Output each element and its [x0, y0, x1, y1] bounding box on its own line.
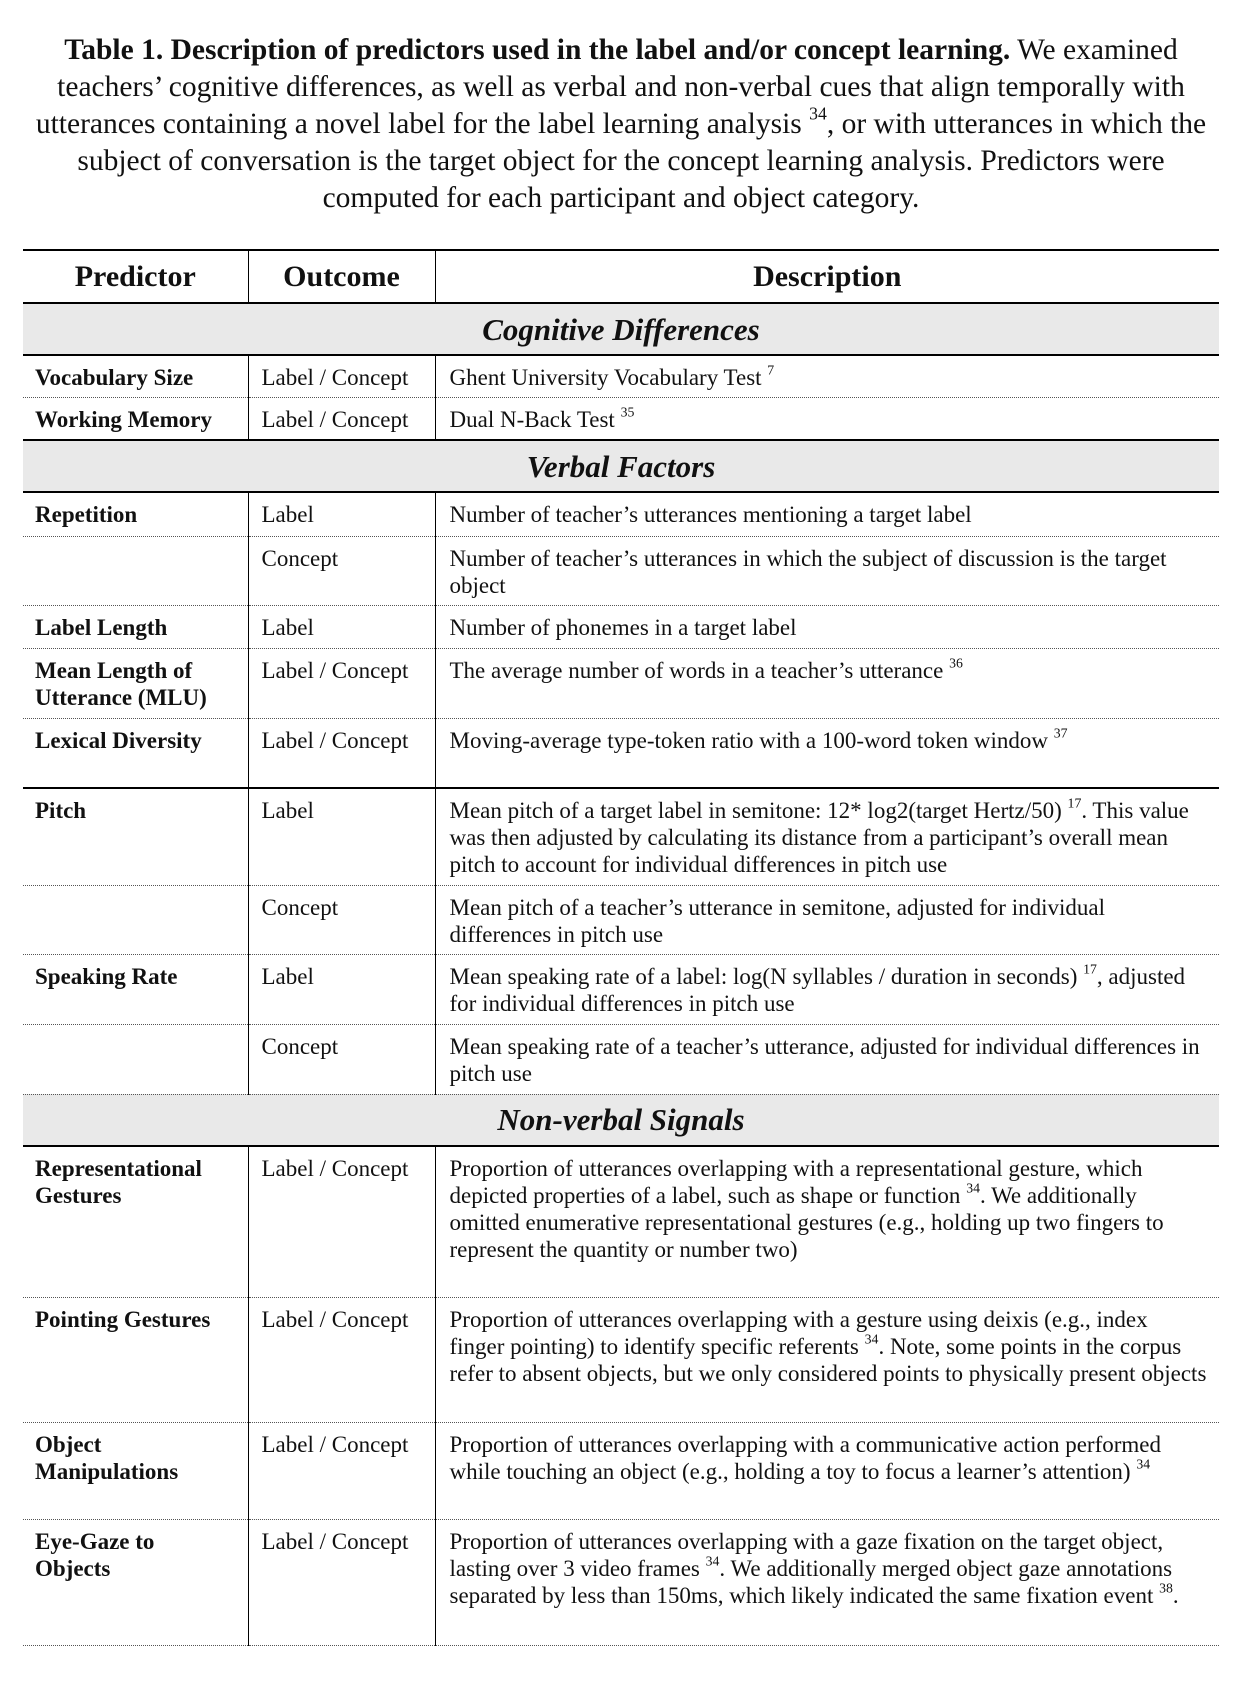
predictors-table: [23, 249, 1219, 1646]
reference: 36: [949, 655, 963, 671]
description-cell: [435, 1298, 1219, 1423]
description-cell: [435, 1520, 1219, 1646]
description-text: Proportion of utterances overlapping with a gesture using deixis (e.g., index finger pointing) to identify specific referents: [449, 1307, 1148, 1359]
description-text-end: .: [1172, 1583, 1179, 1608]
description-text: Proportion of utterances overlapping with a communicative action performed while touching an object (e.g., holding a toy to focus a learner’s attention): [449, 1432, 1161, 1484]
predictor-cell: Vocabulary Size: [23, 355, 248, 398]
table-caption: [30, 32, 1212, 217]
description-text: Proportion of utterances overlapping with a representational gesture, which depicted properties of a label, such as shape or function: [449, 1155, 1143, 1208]
outcome-cell: Label: [248, 605, 435, 648]
reference: 38: [1159, 1580, 1173, 1596]
table-row: [23, 492, 1219, 536]
predictor-cell: Working Memory: [23, 398, 248, 441]
predictor-cell: Label Length: [23, 605, 248, 648]
description-text: Mean pitch of a teacher’s utterance in semitone, adjusted for individual differences in pitch use: [449, 894, 1105, 947]
outcome-cell: Concept: [248, 536, 435, 605]
outcome-cell: Label / Concept: [248, 1520, 435, 1646]
description-text: Number of phonemes in a target label: [449, 614, 797, 640]
table-row: [23, 1146, 1219, 1298]
outcome-cell: Concept: [248, 1024, 435, 1094]
reference: 17: [1083, 961, 1097, 977]
table-row: [23, 648, 1219, 718]
reference: 17: [1067, 795, 1082, 811]
predictor-cell: Pointing Gestures: [23, 1298, 248, 1423]
description-cell: [435, 885, 1219, 954]
reference: 34: [705, 1553, 720, 1569]
description-cell: [435, 355, 1219, 398]
caption-text-end: , or with utterances in which the subject of conversation is the target object for the concept learning analysis. Predictors were computed for each participant and object category.: [77, 108, 1207, 214]
description-text: Mean speaking rate of a teacher’s utterance, adjusted for individual differences in pitch use: [449, 1033, 1200, 1086]
section-row-cognitive: [23, 303, 1219, 355]
description-text-tail: . Note, some points in the corpus refer to absent objects, but we only considered points to physically present objects: [449, 1334, 1207, 1386]
predictor-cell: [23, 1024, 248, 1094]
reference: 34: [864, 1331, 879, 1347]
description-text-tail: , adjusted for individual differences in pitch use: [449, 963, 1186, 1016]
section-row-nonverbal: [23, 1094, 1219, 1146]
description-cell: [435, 1024, 1219, 1094]
description-text: Number of teacher’s utterances in which the subject of discussion is the target object: [449, 545, 1167, 598]
description-text-tail: . We additionally omitted enumerative representational gestures (e.g., holding up two fingers to represent the quantity or number two): [449, 1182, 1164, 1262]
table-row: [23, 788, 1219, 885]
description-text-tail: . This value was then adjusted by calculating its distance from a participant’s overall mean pitch to account for individual differences in pitch use: [449, 798, 1189, 877]
table-row: [23, 1024, 1219, 1094]
outcome-cell: Label / Concept: [248, 1146, 435, 1298]
description-cell: [435, 605, 1219, 648]
predictor-cell: Repetition: [23, 492, 248, 536]
predictor-cell: [23, 885, 248, 954]
table-row: [23, 885, 1219, 954]
predictor-cell: Representational Gestures: [23, 1146, 248, 1298]
description-cell: [435, 1146, 1219, 1298]
predictor-cell: Speaking Rate: [23, 954, 248, 1024]
table-row: [23, 1423, 1219, 1520]
description-text: Mean pitch of a target label in semitone: 12* log2(target Hertz/50): [449, 798, 1068, 823]
description-cell: [435, 1423, 1219, 1520]
table-row: [23, 718, 1219, 788]
outcome-cell: Label / Concept: [248, 1298, 435, 1423]
description-cell: [435, 788, 1219, 885]
section-row-verbal: [23, 440, 1219, 492]
table-row: [23, 605, 1219, 648]
header-predictor: Predictor: [23, 250, 248, 303]
description-text: Number of teacher’s utterances mentioning a target label: [449, 502, 972, 527]
outcome-cell: Label: [248, 788, 435, 885]
description-cell: [435, 398, 1219, 441]
reference: 35: [620, 404, 635, 420]
reference: 34: [966, 1180, 980, 1196]
outcome-cell: Label / Concept: [248, 355, 435, 398]
table-row: [23, 1298, 1219, 1423]
header-outcome: Outcome: [248, 250, 435, 303]
reference: 37: [1053, 725, 1068, 741]
outcome-cell: Concept: [248, 885, 435, 954]
description-cell: [435, 492, 1219, 536]
predictor-cell: Lexical Diversity: [35, 727, 202, 753]
caption-ref: 34: [809, 103, 827, 124]
outcome-cell: Label / Concept: [248, 718, 435, 788]
description-cell: [435, 954, 1219, 1024]
section-title: Cognitive Differences: [23, 303, 1219, 355]
table-row: [23, 355, 1219, 398]
table-row: [23, 1520, 1219, 1646]
header-row: [23, 250, 1219, 303]
table-row: [23, 398, 1219, 441]
predictor-cell: Eye-Gaze to Objects: [23, 1520, 248, 1646]
caption-title: Table 1. Description of predictors used in the label and/or concept learning.: [64, 34, 1011, 66]
outcome-cell: Label / Concept: [248, 1423, 435, 1520]
description-text: Mean speaking rate of a label: log(N syllables / duration in seconds): [449, 963, 1084, 989]
outcome-cell: Label: [248, 954, 435, 1024]
section-title: Non-verbal Signals: [23, 1094, 1219, 1146]
predictor-cell: Pitch: [23, 788, 248, 885]
header-description: Description: [435, 250, 1219, 303]
predictor-cell: [23, 536, 248, 605]
outcome-cell: Label / Concept: [248, 398, 435, 441]
table-row: [23, 536, 1219, 605]
outcome-cell: Label / Concept: [248, 648, 435, 718]
description-text: Proportion of utterances overlapping with a gaze fixation on the target object, lasting over 3 video frames: [449, 1529, 1164, 1581]
caption-text: We examined teachers’ cognitive differences, as well as verbal and non-verbal cues that align temporally with utterances containing a novel label for the label learning analysis: [35, 34, 1185, 140]
description-text: Dual N-Back Test: [449, 407, 621, 432]
predictor-cell: Object Manipulations: [23, 1423, 248, 1520]
reference: 34: [1136, 1456, 1151, 1472]
reference: 7: [767, 362, 775, 378]
outcome-cell: Label: [248, 492, 435, 536]
table-row: [23, 954, 1219, 1024]
description-text: Ghent University Vocabulary Test: [449, 365, 768, 390]
description-cell: [435, 718, 1219, 788]
description-cell: [435, 536, 1219, 605]
description-text: The average number of words in a teacher’s utterance: [449, 657, 950, 683]
predictor-cell: Mean Length of Utterance (MLU): [23, 648, 248, 718]
description-cell: [435, 648, 1219, 718]
description-text: Moving-average type-token ratio with a 100-word token window: [449, 727, 1054, 753]
section-title: Verbal Factors: [23, 440, 1219, 492]
description-text-tail: . We additionally merged object gaze annotations separated by less than 150ms, which likely indicated the same fixation event: [449, 1556, 1173, 1608]
